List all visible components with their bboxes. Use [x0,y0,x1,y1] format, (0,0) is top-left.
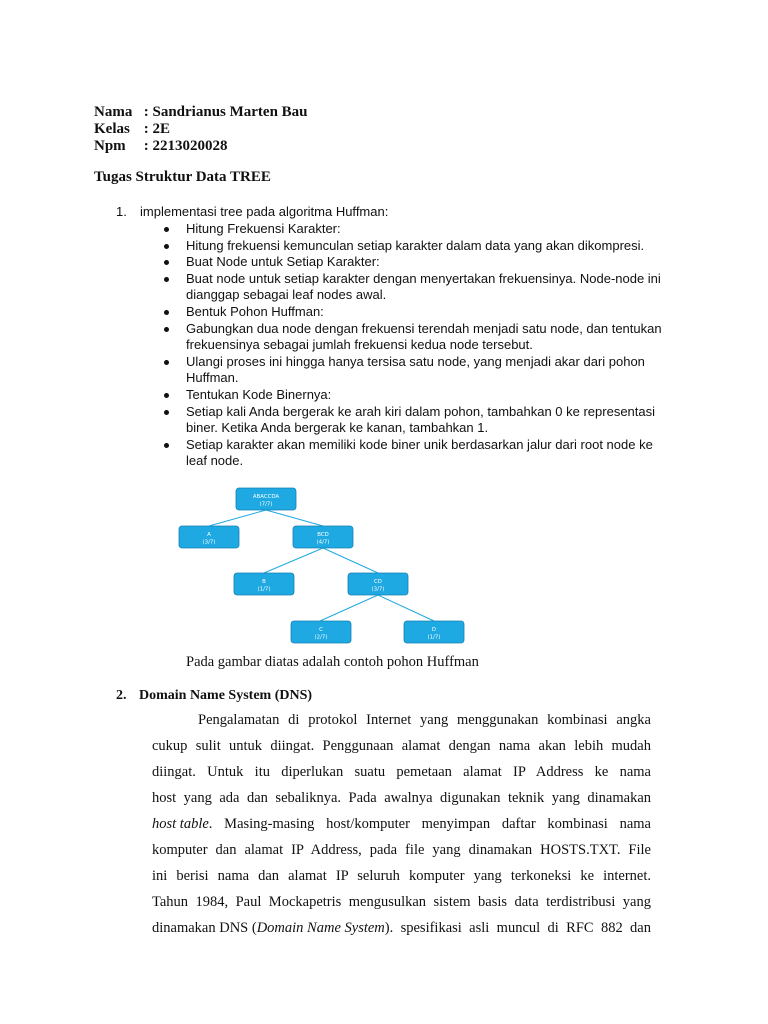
tree-node-bcd [293,526,353,548]
paragraph-line-text: diingat. Untuk itu diperlukan suatu pemetaan alamat IP Address ke nama [152,764,651,780]
paragraph-line-text: cukup sulit untuk diingat. Penggunaan alamat dengan nama akan lebih mudah [152,738,651,754]
list-item: Setiap kali Anda bergerak ke arah kiri dalam pohon, tambahkan 0 ke representasi biner. Ketika Anda bergerak ke kanan, tambahkan 1. [163,404,673,437]
name-label: Nama [94,104,133,120]
list-item: Gabungkan dua node dengan frekuensi terendah menjadi satu node, dan tentukan frekuensinya sebagai jumlah frekuensi kedua node tersebut. [163,321,673,354]
paragraph-line [198,712,651,729]
edge-cd-c [320,595,378,621]
node-label: A [207,532,211,538]
paragraph-line [152,764,651,781]
huffman-tree-diagram [0,480,768,650]
node-label: C [319,627,323,633]
figure-caption: Pada gambar diatas adalah contoh pohon Huffman [186,654,479,670]
tree-node-root [236,488,296,510]
paragraph-line [152,842,651,859]
section-2-number: 2. [116,688,127,703]
paragraph-line-text: Pengalamatan di protokol Internet yang menggunakan kombinasi angka [198,712,651,728]
section-2-title: Domain Name System (DNS) [139,688,313,703]
paragraph-line [152,790,651,807]
paragraph-line-text: dinamakan DNS ( [152,920,257,936]
edge-cd-d [378,595,434,621]
node-frequency: (4/7) [316,539,330,546]
npm-label: Npm [94,138,126,154]
italic-term: host table [152,816,209,832]
edge-bcd-cd [323,548,378,573]
huffman-steps-list [163,221,673,470]
paragraph-line-text: Tahun 1984, Paul Mockapetris mengusulkan sistem basis data terdistribusi yang [152,894,651,910]
tree-node-a [179,526,239,548]
paragraph-line-text: komputer dan alamat IP Address, pada file yang dinamakan HOSTS.TXT. File [152,842,651,858]
paragraph-line [152,894,651,911]
node-label: CD [374,579,382,585]
list-item: Buat Node untuk Setiap Karakter: [163,254,673,271]
node-frequency: (1/7) [427,634,441,641]
list-item: Hitung frekuensi kemunculan setiap karakter dalam data yang akan dikompresi. [163,238,673,255]
tree-node-d [404,621,464,643]
paragraph-line [152,868,651,885]
edge-root-bcd [266,510,323,526]
italic-term: Domain Name System [256,920,385,936]
class-label: Kelas [94,121,130,137]
node-label: D [431,627,437,633]
list-item: Setiap karakter akan memiliki kode biner unik berdasarkan jalur dari root node ke leaf node. [163,437,673,470]
paragraph-line-text: host yang ada dan sebaliknya. Pada awalnya digunakan teknik yang dinamakan [152,790,651,806]
class-row [94,120,170,138]
section-1-number: 1. [116,204,127,219]
node-label: BCD [317,532,329,538]
node-frequency: (1/7) [257,586,271,593]
tree-node-c [291,621,351,643]
list-item: Hitung Frekuensi Karakter: [163,221,673,238]
document-title: Tugas Struktur Data TREE [94,169,271,185]
node-label: ABACCDA [252,494,280,500]
paragraph-line-text: ). spesifikasi asli muncul di RFC 882 dan [384,920,651,936]
node-frequency: (7/7) [259,501,273,508]
npm-row [94,137,228,155]
node-frequency: (3/7) [371,586,385,593]
paragraph-line [152,816,651,833]
edge-bcd-b [264,548,323,573]
edge-root-a [209,510,266,526]
paragraph-line [152,738,651,755]
list-item: Bentuk Pohon Huffman: [163,304,673,321]
paragraph-line [152,920,651,937]
npm-value: : 2213020028 [143,138,228,154]
section-1-intro: implementasi tree pada algoritma Huffman: [140,204,389,219]
name-row [94,103,308,121]
tree-node-b [234,573,294,595]
node-frequency: (3/7) [202,539,216,546]
list-item: Tentukan Kode Binernya: [163,387,673,404]
class-value: : 2E [143,121,170,137]
list-item: Buat node untuk setiap karakter dengan menyertakan frekuensinya. Node-node ini dianggap sebagai leaf nodes awal. [163,271,673,304]
node-frequency: (2/7) [314,634,328,641]
node-label: B [262,579,266,585]
paragraph-line-text: . Masing-masing host/komputer menyimpan daftar kombinasi nama [208,816,651,832]
paragraph-line-text: ini berisi nama dan alamat IP seluruh komputer yang terkoneksi ke internet. [152,868,651,884]
list-item: Ulangi proses ini hingga hanya tersisa satu node, yang menjadi akar dari pohon Huffman. [163,354,673,387]
name-value: : Sandrianus Marten Bau [143,104,308,120]
tree-node-cd [348,573,408,595]
